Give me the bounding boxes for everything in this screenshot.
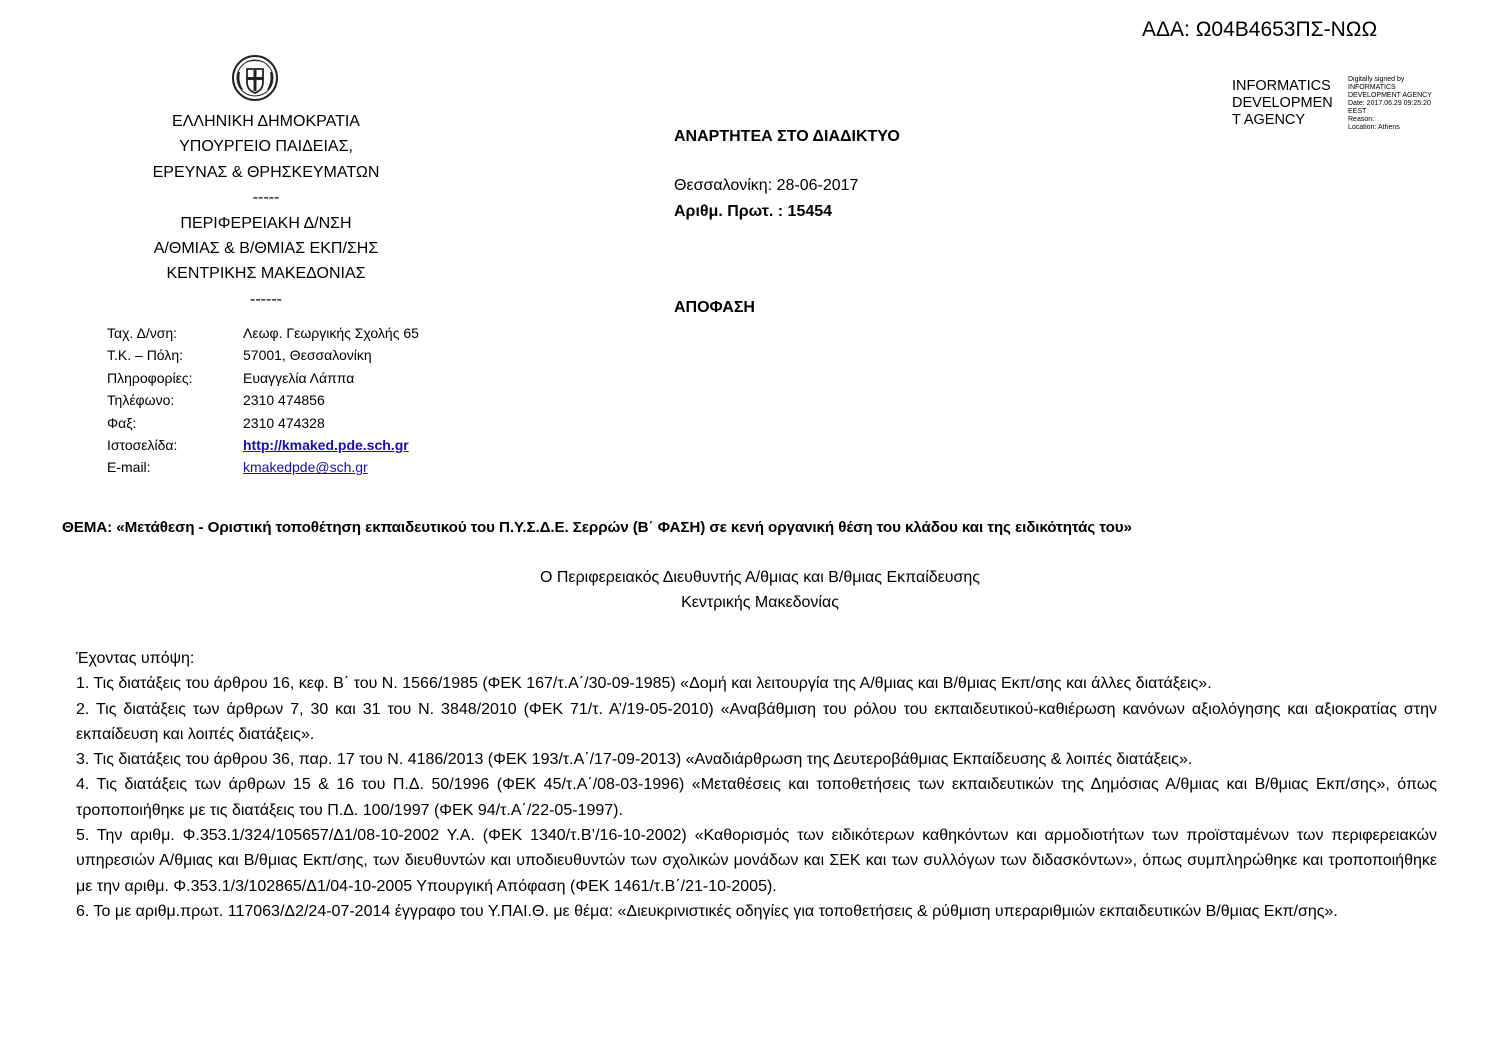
contact-row: E-mail: kmakedpde@sch.gr <box>107 456 419 478</box>
place-date: Θεσσαλονίκη: 28-06-2017 <box>674 177 859 194</box>
intro-text: Έχοντας υπόψη: <box>76 650 195 667</box>
consideration-item: 2. Τις διατάξεις των άρθρων 7, 30 και 31 του Ν. 3848/2010 (ΦΕΚ 71/τ. Α’/19-05-2010) «Αναβάθμιση του ρόλου του εκπαιδευτικού-καθιέρωση κανόνων αξιολόγησης και αξιοκρατίας στην εκπαίδευση και λοιπές διατάξεις». <box>76 700 1437 743</box>
ada-code: ΑΔΑ: Ω04Β4653ΠΣ-ΝΩΩ <box>1142 18 1378 41</box>
digital-signature-agency: INFORMATICS DEVELOPMEN T AGENCY <box>1232 78 1333 128</box>
consideration-item: 1. Τις διατάξεις του άρθρου 16, κεφ. Β΄ του Ν. 1566/1985 (ΦΕΚ 167/τ.Α΄/30-09-1985) «Δομή και λειτουργία της Α/θμιας και Β/θμιας Εκπ/σης και άλλες διατάξεις». <box>76 675 1212 693</box>
director-title: Ο Περιφερειακός Διευθυντής Α/θμιας και Β/θμιας Εκπαίδευσης Κεντρικής Μακεδονίας <box>539 569 981 611</box>
contact-row: Τηλέφωνο: 2310 474856 <box>107 392 325 409</box>
digital-signature-details: Digitally signed by INFORMATICS DEVELOPMENT AGENCY Date: 2017.06.29 09:25:20 EEST Reason: Location: Athens <box>1348 76 1432 131</box>
contact-row: Πληροφορίες: Ευαγγελία Λάππα <box>107 369 355 386</box>
consideration-item: 4. Τις διατάξεις των άρθρων 15 & 16 του Π.Δ. 50/1996 (ΦΕΚ 45/τ.Α΄/08-03-1996) «Μεταθέσεις και τοποθετήσεις των εκπαιδευτικών της Δημόσιας Α/θμιας και Β/θμιας Εκπ/σης», όπως τροποποιήθηκε με τις διατάξεις του Π.Δ. 100/1997 (ΦΕΚ 94/τ.Α΄/22-05-1997). <box>76 776 1437 819</box>
email-link[interactable]: kmakedpde@sch.gr <box>243 459 368 476</box>
post-notice: ΑΝΑΡΤΗΤΕΑ ΣΤΟ ΔΙΑΔΙΚΤΥΟ <box>674 128 900 145</box>
contact-row: Φαξ: 2310 474328 <box>107 414 325 431</box>
consideration-item: 3. Τις διατάξεις του άρθρου 36, παρ. 17 του Ν. 4186/2013 (ΦΕΚ 193/τ.Α΄/17-09-2013) «Αναδιάρθρωση της Δευτεροβάθμιας Εκπαίδευσης & λοιπές διατάξεις». <box>76 751 1193 769</box>
consideration-item: 5. Την αριθμ. Φ.353.1/324/105657/Δ1/08-10-2002 Υ.Α. (ΦΕΚ 1340/τ.Β’/16-10-2002) «Καθορισμός των ειδικότερων καθηκόντων και αρμοδιοτήτων των προϊσταμένων των περιφερειακών υπηρεσιών Α/θμιας και Β/θμιας Εκπ/σης, των διευθυντών και υποδιευθυντών των σχολικών μονάδων και ΣΕΚ και των συλλόγων των διδασκόντων», όπως συμπληρώθηκε και τροποποιήθηκε με την αριθμ. Φ.353.1/3/102865/Δ1/04-10-2005 Υπουργική Απόφαση (ΦΕΚ 1461/τ.Β΄/21-10-2005). <box>76 827 1437 895</box>
website-link[interactable]: http://kmaked.pde.sch.gr <box>243 437 409 454</box>
contact-row: Τ.Κ. – Πόλη: 57001, Θεσσαλονίκη <box>107 347 372 364</box>
protocol-number: Αριθμ. Πρωτ. : 15454 <box>674 203 833 220</box>
document-type: ΑΠΟΦΑΣΗ <box>674 299 755 316</box>
contact-row: Ιστοσελίδα: http://kmaked.pde.sch.gr <box>107 434 419 456</box>
issuing-authority: ΕΛΛΗΝΙΚΗ ΔΗΜΟΚΡΑΤΙΑ ΥΠΟΥΡΓΕΙΟ ΠΑΙΔΕΙΑΣ, ΕΡΕΥΝΑΣ & ΘΡΗΣΚΕΥΜΑΤΩΝ ----- ΠΕΡΙΦΕΡΕΙΑΚΗ Δ/ΝΣΗ Α/ΘΜΙΑΣ & Β/ΘΜΙΑΣ ΕΚΠ/ΣΗΣ ΚΕΝΤΡΙΚΗΣ ΜΑΚΕΔΟΝΙΑΣ ------ <box>152 113 380 308</box>
greek-coat-of-arms-icon <box>230 52 280 102</box>
subject-line: ΘΕΜΑ: «Μετάθεση - Οριστική τοποθέτηση εκπαιδευτικού του Π.Υ.Σ.Δ.Ε. Σερρών (Β΄ ΦΑΣΗ) σε κενή οργανική θέση του κλάδου και της ειδικότητάς του» <box>62 519 1132 536</box>
contact-details <box>107 322 419 479</box>
considerations <box>76 646 1437 924</box>
consideration-item: 6. Το με αριθμ.πρωτ. 117063/Δ2/24-07-2014 έγγραφο του Υ.ΠΑΙ.Θ. με θέμα: «Διευκρινιστικές οδηγίες για τοποθετήσεις & ρύθμιση υπεραριθμιών εκπαιδευτικών Β/θμιας Εκπ/σης». <box>76 902 1338 920</box>
contact-row: Ταχ. Δ/νση: Λεωφ. Γεωργικής Σχολής 65 <box>107 325 419 341</box>
